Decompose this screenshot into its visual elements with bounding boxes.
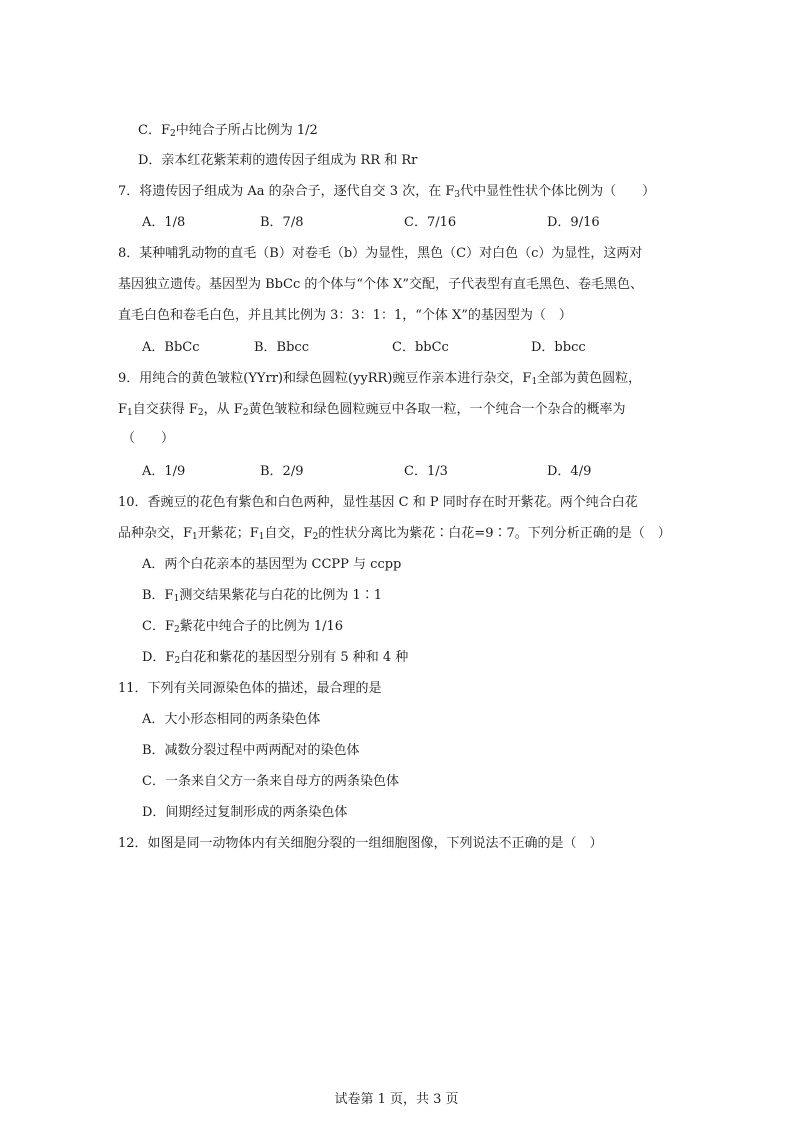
q11-option-c: C．一条来自父方一条来自母方的两条染色体	[142, 774, 399, 789]
q9-option-b: B．2/9	[260, 464, 304, 479]
q8-option-a: A．BbCc	[142, 340, 200, 355]
q7-stem: 7．将遗传因子组成为 Aa 的杂合子，逐代自交 3 次，在 $F_3$代中显性性状个体比例为（ ）	[118, 184, 656, 200]
page-footer: 试卷第 1 页，共 3 页	[334, 1092, 459, 1107]
q9-stem-line3: （ ）	[122, 431, 175, 446]
q9-stem-line1: 9．用纯合的黄色皱粒(YYrr)和绿色圆粒(yyRR)豌豆作亲本进行杂交，$F_1$全部为黄色圆粒，	[118, 371, 642, 387]
q9-option-c: C．1/3	[404, 464, 448, 479]
q10-option-a: A．两个白花亲本的基因型为 CCPP 与 ccpp	[142, 557, 402, 572]
q10-stem-line1: 10．香豌豆的花色有紫色和白色两种，显性基因 C 和 P 同时存在时开紫花。两个纯合白花	[118, 495, 638, 510]
q7-option-a: A．1/8	[142, 215, 186, 230]
q8-stem-line1: 8．某种哺乳动物的直毛（B）对卷毛（b）为显性，黑色（C）对白色（c）为显性，这两对	[118, 246, 643, 261]
q11-option-b: B．减数分裂过程中两两配对的染色体	[142, 743, 360, 758]
q6-option-d: D．亲本红花紫茉莉的遗传因子组成为 RR 和 Rr	[138, 153, 418, 168]
q9-stem-line2: $F_1$自交获得 $F_2$，从 $F_2$黄色皱粒和绿色圆粒豌豆中各取一粒，一个纯合一个杂合的概率为	[118, 402, 626, 418]
q6-option-c: C．$F_2$中纯合子所占比例为 1/2	[138, 123, 318, 139]
q8-stem-line3: 直毛白色和卷毛白色，并且其比例为 3：3：1：1，“个体 X”的基因型为（ ）	[118, 308, 572, 323]
q8-option-b: B．Bbcc	[254, 340, 309, 355]
q7-option-b: B．7/8	[260, 215, 304, 230]
q9-option-d: D．4/9	[547, 464, 592, 479]
q10-option-b: B．$F_1$测交结果紫花与白花的比例为 1∶1	[142, 588, 382, 604]
q9-option-a: A．1/9	[142, 464, 186, 479]
q7-option-c: C．7/16	[404, 215, 457, 230]
q11-option-d: D．间期经过复制形成的两条染色体	[142, 805, 348, 820]
q11-stem: 11．下列有关同源染色体的描述，最合理的是	[118, 681, 382, 696]
q11-option-a: A．大小形态相同的两条染色体	[142, 712, 321, 727]
q8-stem-line2: 基因独立遗传。基因型为 BbCc 的个体与“个体 X”交配，子代表型有直毛黑色、卷毛黑色、	[118, 277, 644, 292]
q10-stem-line2: 品种杂交，$F_1$开紫花；$F_1$自交，$F_2$的性状分离比为紫花∶白花=9∶7。下列分析正确的是（ ）	[118, 526, 671, 542]
q10-option-c: C．$F_2$紫花中纯合子的比例为 1/16	[142, 619, 344, 635]
q12-stem: 12．如图是同一动物体内有关细胞分裂的一组细胞图像，下列说法不正确的是（ ）	[118, 836, 603, 851]
q8-option-d: D．bbcc	[531, 340, 586, 355]
q7-option-d: D．9/16	[547, 215, 600, 230]
q8-option-c: C．bbCc	[392, 340, 449, 355]
q10-option-d: D．$F_2$白花和紫花的基因型分别有 5 种和 4 种	[142, 650, 409, 666]
